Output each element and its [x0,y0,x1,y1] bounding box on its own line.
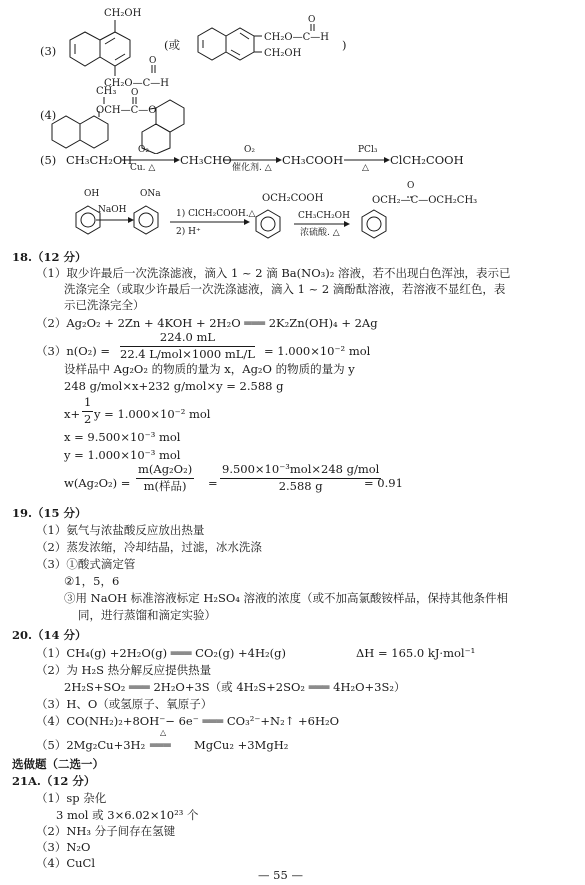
part4-carbonyl-o: O [131,88,139,98]
part5-step4: ClCH₂COOH [390,153,464,167]
q18-line11-left: w(Ag₂O₂) = [64,476,131,490]
naphthalene-structure-2 [198,28,262,60]
part5-product1: OCH₂COOH [262,193,324,204]
part3-close-paren: ) [342,38,347,52]
q18-line7: 248 g/mol×x+232 g/mol×y = 2.588 g [64,379,284,393]
q20-line6-eq: ═══ [150,738,171,752]
part5-arrow1-bottom: Cu. △ [130,163,156,173]
phenol-oh: OH [84,189,100,199]
q18-fraction4-den: 2.588 g [278,478,323,493]
q18-line5-right: = 1.000×10⁻² mol [264,344,371,358]
q20-line2: （2）为 H₂S 热分解反应提供热量 [36,663,212,677]
benzene-ring-4 [362,210,386,238]
q20-line6-right: MgCu₂ +3MgH₂ [194,738,289,752]
part5-arrow5-bottom: 2) H⁺ [176,227,201,237]
q18-line1: （1）取少许最后一次洗涤滤液，滴入 1 ~ 2 滴 Ba(NO₃)₂ 溶液，若不出现白色浑浊，表示已 [36,266,511,280]
part5-arrow5-top: 1) ClCH₂COOH.△ [176,209,256,219]
benzene-ring-2 [134,206,158,234]
part5-arrow3-top: PCl₃ [358,145,378,155]
q18-fraction3-num: m(Ag₂O₂) [136,464,194,479]
q18-line4: （2）Ag₂O₂ + 2Zn + 4KOH + 2H₂O ═══ 2K₂Zn(OH)₄ + 2Ag [36,316,378,330]
part5-arrow6-top: CH₃CH₂OH [298,211,350,221]
q18-fraction1-den: 22.4 L/mol×1000 mL/L [120,346,255,361]
part5-arrow2-top: O₂ [244,145,255,155]
phenoxide-ona: ONa [140,189,161,199]
q18-fraction2-den: 2 [84,411,92,426]
mol2-top-group: CH₂O—C—H [264,32,329,43]
q18-fraction2-num: 1 [82,397,93,412]
q19-line5: ③用 NaOH 标准溶液标定 H₂SO₄ 溶液的浓度（或不加高氯酸铵样品，保持其他条件相 [64,591,509,605]
part3-label: (3) [40,44,57,58]
q19-line1: （1）氨气与浓盐酸反应放出热量 [36,523,205,537]
part5-arrow2-bottom: 催化剂. △ [232,163,272,173]
q18-line8-left: x+ [64,407,81,421]
q20-line6-left: （5）2Mg₂Cu+3H₂ [36,738,146,752]
part5-label: (5) [40,153,57,167]
q18-fraction3 [136,464,194,492]
part5-arrows-row1 [0,150,585,170]
q18-line11-eq: = [208,476,218,490]
q19-line3: （3）①酸式滴定管 [36,557,136,571]
q21a-line2: 3 mol 或 3×6.02×10²³ 个 [56,808,199,822]
q18-line2: 洗涤完全（或取少许最后一次洗涤滤液，滴入 1 ~ 2 滴酚酞溶液，若溶液不显红色，表 [64,282,506,296]
part3-or-text: (或 [164,38,180,52]
part5-step2: CH₃CHO [180,153,232,167]
q21a-line5: （4）CuCl [36,856,95,870]
q19-line6: 同，进行蒸馏和滴定实验） [78,608,216,622]
q18-line3: 示已洗涤完全） [64,298,145,312]
q21a-line4: （3）N₂O [36,840,91,854]
q20-line3: 2H₂S+SO₂ ═══ 2H₂O+3S（或 4H₂S+2SO₂ ═══ 4H₂O+3S₂） [64,680,406,694]
q20-line4: （3）H、O（或氢原子、氧原子） [36,697,213,711]
naphthalene-structure-1 [70,20,130,76]
part4-label: (4) [40,108,57,122]
q20-header: 20.（14 分） [12,628,87,642]
q18-line8-right: y = 1.000×10⁻² mol [94,407,211,421]
q18-line9: x = 9.500×10⁻³ mol [64,430,181,444]
mol2-carbonyl-o: O [308,15,316,25]
q20-line5: （4）CO(NH₂)₂+8OH⁻− 6e⁻ ═══ CO₃²⁻+N₂↑ +6H₂O [36,714,340,728]
part4-chain: OCH—C—O [96,105,157,116]
q18-fraction2 [82,397,93,425]
mol1-top-group: CH₂OH [104,8,142,19]
mol1-carbonyl-o: O [149,56,157,66]
q19-line4: ②1，5，6 [64,574,120,588]
q18-header: 18.（12 分） [12,250,87,264]
q18-line11-right: = 0.91 [364,476,403,490]
q18-fraction1 [120,332,255,360]
part4-methyl: CH₃ [96,86,117,97]
part5-product2: OCH₂—C—OCH₂CH₃ [372,195,478,206]
q18-fraction4 [220,464,381,492]
mol1-bottom-group: CH₂O—C—H [104,78,169,89]
part5-arrow6-bottom: 浓硫酸. △ [300,228,340,238]
q19-line2: （2）蒸发浓缩，冷却结晶，过滤，冰水洗涤 [36,540,262,554]
q18-line6: 设样品中 Ag₂O₂ 的物质的量为 x，Ag₂O 的物质的量为 y [64,362,355,376]
part5-arrow3-bottom: △ [362,163,369,173]
elective-header: 选做题（二选一） [12,757,104,771]
q18-line5-left: （3）n(O₂) = [36,344,111,358]
part5-arrow4-top: NaOH [98,205,127,215]
q20-line1-enthalpy: ΔH = 165.0 kJ·mol⁻¹ [356,646,476,660]
q21a-line1: （1）sp 杂化 [36,791,107,805]
naphthyl-left [52,111,108,148]
mol2-bottom-group: CH₂OH [264,48,302,59]
q18-fraction4-num: 9.500×10⁻³mol×248 g/mol [220,464,381,479]
page-number: — 55 — [258,868,303,882]
q21a-header: 21A.（12 分） [12,774,96,788]
q20-line6-heat: △ [160,728,167,737]
part5-arrow1-top: O₂ [138,145,149,155]
q19-header: 19.（15 分） [12,506,87,520]
q18-fraction3-den: m(样品) [143,478,187,493]
part5-step3: CH₃COOH [282,153,344,167]
q21a-line3: （2）NH₃ 分子间存在氢键 [36,824,176,838]
q18-line10: y = 1.000×10⁻³ mol [64,448,181,462]
benzene-ring-3 [256,210,280,238]
part5-product2-o: O [407,181,415,191]
q20-line1: （1）CH₄(g) +2H₂O(g) ═══ CO₂(g) +4H₂(g) [36,646,286,660]
part4-structure [0,84,300,154]
q18-fraction1-num: 224.0 mL [120,332,255,347]
part5-step1: CH₃CH₂OH [66,153,133,167]
